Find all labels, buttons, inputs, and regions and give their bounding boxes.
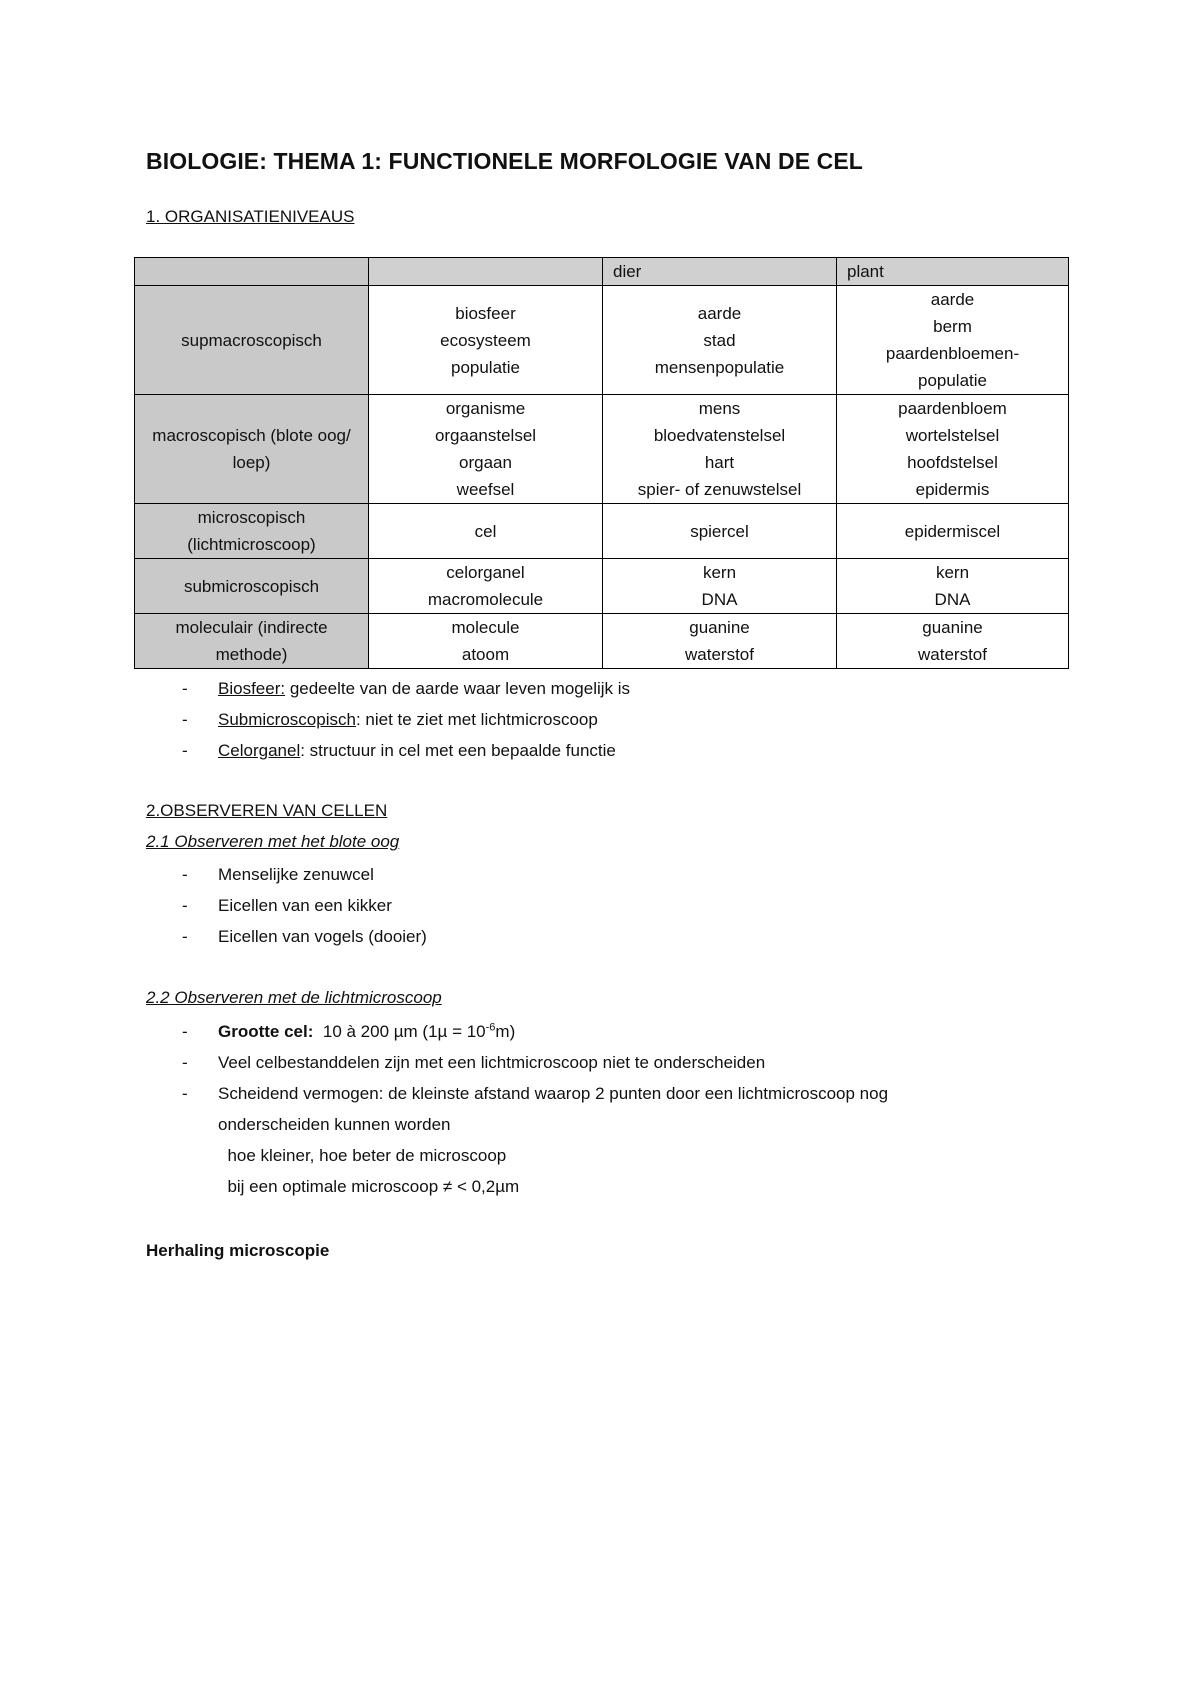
cell-line: ecosysteem <box>440 330 531 350</box>
table-cell <box>369 286 603 395</box>
table-row <box>135 614 1069 669</box>
row-label-cell <box>135 614 369 669</box>
definition-body: gedeelte van de aarde waar leven mogelijk is <box>285 679 631 698</box>
cell-line: guanine <box>689 618 750 637</box>
cell-line: paardenbloem <box>898 399 1007 418</box>
subsection-heading-blote-oog: 2.1 Observeren met het blote oog <box>146 832 400 851</box>
bullet-dash: - <box>182 896 188 915</box>
table-row <box>135 395 1069 504</box>
cell-line: populatie <box>450 357 520 377</box>
definition-term: Biosfeer: <box>218 679 286 698</box>
list-item-text: Menselijke zenuwcel <box>218 865 374 884</box>
bullet-dash: - <box>182 865 188 884</box>
cell-line: wortelstelsel <box>905 426 1000 445</box>
row-label-cell <box>135 395 369 504</box>
cell-line: orgaanstelsel <box>434 426 537 445</box>
cell-line: molecule <box>451 618 520 637</box>
row-label-cell <box>135 286 369 395</box>
cell-line: berm <box>933 317 972 336</box>
bullet-dash: - <box>182 927 188 946</box>
grootte-cel-value-b: m) <box>495 1022 516 1041</box>
table-cell <box>837 504 1069 559</box>
cell-line: orgaan <box>459 453 512 472</box>
table-header-cell: dier <box>603 258 837 286</box>
definition-term: Celorganel <box>218 741 301 760</box>
list-item-text: onderscheiden kunnen worden <box>218 1115 451 1134</box>
table-header-cell <box>135 258 369 286</box>
definition-text <box>218 735 616 766</box>
table-cell <box>603 286 837 395</box>
organisatieniveaus-table <box>134 257 1069 669</box>
section-heading-observeren: 2.OBSERVEREN VAN CELLEN <box>146 801 388 820</box>
cell-line: populatie <box>917 371 987 390</box>
row-label-cell <box>135 504 369 559</box>
table-header-cell <box>369 258 603 286</box>
cell-line: DNA <box>701 590 738 609</box>
list-item-text: Scheidend vermogen: de kleinste afstand waarop 2 punten door een lichtmicroscoop nog <box>218 1084 889 1103</box>
cell-line: kern <box>702 563 737 582</box>
cell-line: spiercel <box>690 521 749 541</box>
table-cell <box>369 614 603 669</box>
table-cell <box>369 559 603 614</box>
cell-line: hart <box>704 453 735 472</box>
section-heading-herhaling: Herhaling microscopie <box>146 1241 330 1260</box>
cell-line: macromolecule <box>427 590 544 609</box>
cell-line: epidermis <box>915 480 990 499</box>
table-cell <box>603 559 837 614</box>
table-header-cell: plant <box>837 258 1069 286</box>
table-cell <box>369 504 603 559</box>
cell-line: paardenbloemen- <box>885 344 1020 363</box>
cell-line: mensenpopulatie <box>654 357 785 377</box>
list-item-text: Eicellen van vogels (dooier) <box>218 927 427 946</box>
row-label: supmacroscopisch <box>181 330 322 350</box>
cell-line: waterstof <box>685 645 754 664</box>
row-label: microscopisch (lichtmicroscoop) <box>187 508 316 554</box>
subsection-heading-lichtmicroscoop: 2.2 Observeren met de lichtmicroscoop <box>146 988 442 1007</box>
exponent: -6 <box>485 1021 496 1034</box>
cell-line: aarde <box>697 303 742 323</box>
list-item-text: Veel celbestanddelen zijn met een lichtmicroscoop niet te onderscheiden <box>218 1053 766 1072</box>
grootte-cel-text <box>218 1016 515 1047</box>
definition-text <box>218 704 598 735</box>
cell-line: cel <box>474 521 497 541</box>
bullet-dash: - <box>182 1084 188 1103</box>
cell-line: organisme <box>445 399 526 418</box>
bullet-dash: - <box>182 741 188 760</box>
table-cell <box>369 395 603 504</box>
table-row <box>135 559 1069 614</box>
table-row <box>135 286 1069 395</box>
table-cell <box>837 286 1069 395</box>
cell-line: weefsel <box>456 480 515 499</box>
row-label: moleculair (indirecte methode) <box>175 618 328 664</box>
table-cell <box>603 614 837 669</box>
grootte-cel-value-a: 10 à 200 µm (1µ = 10 <box>322 1022 486 1041</box>
row-label: macroscopisch (blote oog/ loep) <box>152 426 351 472</box>
arrow-text: bij een optimale microscoop ≠ < 0,2µm <box>227 1177 520 1196</box>
cell-line: hoofdstelsel <box>907 453 998 472</box>
arrow-text: hoe kleiner, hoe beter de microscoop <box>227 1146 507 1165</box>
cell-line: mens <box>698 399 741 418</box>
definition-body: : structuur in cel met een bepaalde functie <box>300 741 616 760</box>
cell-line: bloedvatenstelsel <box>653 426 786 445</box>
definition-term: Submicroscopisch <box>218 710 356 729</box>
bullet-dash: - <box>182 1022 188 1041</box>
arrow-line <box>218 1171 519 1202</box>
row-label: submicroscopisch <box>183 576 320 596</box>
bullet-dash: - <box>182 710 188 729</box>
table-cell <box>837 559 1069 614</box>
definition-body: : niet te ziet met lichtmicroscoop <box>355 710 598 729</box>
cell-line: spier- of zenuwstelsel <box>637 480 802 499</box>
cell-line: guanine <box>922 618 983 637</box>
cell-line: atoom <box>461 645 510 664</box>
table-cell <box>837 395 1069 504</box>
definition-text <box>218 673 630 704</box>
bullet-dash: - <box>182 679 188 698</box>
table-cell <box>603 504 837 559</box>
cell-line: celorganel <box>446 563 525 582</box>
cell-line: stad <box>703 330 736 350</box>
cell-line: epidermiscel <box>904 521 1001 541</box>
cell-line: waterstof <box>918 645 987 664</box>
page-title: BIOLOGIE: THEMA 1: FUNCTIONELE MORFOLOGIE VAN DE CEL <box>146 148 863 174</box>
cell-line: kern <box>935 563 970 582</box>
cell-line: biosfeer <box>455 303 516 323</box>
list-item-text: Eicellen van een kikker <box>218 896 392 915</box>
cell-line: DNA <box>934 590 971 609</box>
table-header-row <box>135 258 1069 286</box>
table-row <box>135 504 1069 559</box>
bullet-dash: - <box>182 1053 188 1072</box>
grootte-cel-label: Grootte cel: <box>218 1022 314 1041</box>
section-heading-organisatieniveaus: 1. ORGANISATIENIVEAUS <box>146 207 355 226</box>
table-cell <box>603 395 837 504</box>
cell-line: aarde <box>930 290 975 309</box>
row-label-cell <box>135 559 369 614</box>
table-cell <box>837 614 1069 669</box>
arrow-line <box>218 1140 506 1171</box>
